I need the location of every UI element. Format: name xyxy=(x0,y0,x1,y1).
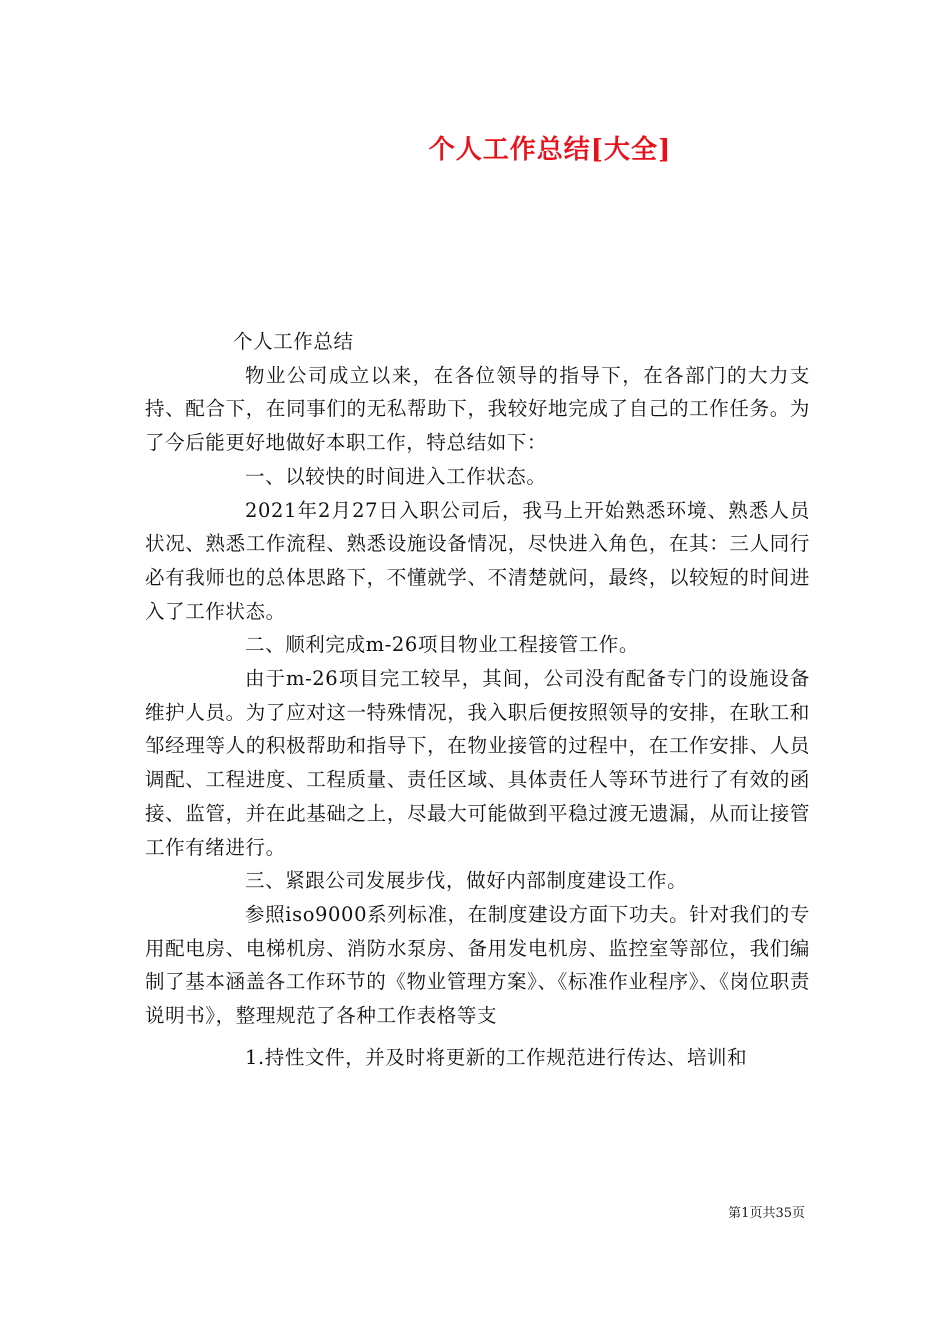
paragraph-section-1: 2021年2月27日入职公司后，我马上开始熟悉环境、熟悉人员状况、熟悉工作流程、熟悉设施设备情况，尽快进入角色，在其：三人同行必有我师也的总体思路下，不懂就学、不清楚就问，最终，以较短的时间进入了工作状态。 xyxy=(145,498,810,623)
section-heading-1: 一、以较快的时间进入工作状态。 xyxy=(245,464,547,488)
page-title xyxy=(0,133,950,167)
list-item: 1.持性文件，并及时将更新的工作规范进行传达、培训和 xyxy=(245,1045,748,1069)
paragraph-section-3: 参照iso9000系列标准，在制度建设方面下功夫。针对我们的专用配电房、电梯机房、消防水泵房、备用发电机房、监控室等部位，我们编制了基本涵盖各工作环节的《物业管理方案》、《标准作业程序》、《岗位职责说明书》，整理规范了各种工作表格等支 xyxy=(145,902,810,1028)
section-heading-3: 三、紧跟公司发展步伐，做好内部制度建设工作。 xyxy=(245,869,688,893)
document-subtitle: 个人工作总结 xyxy=(233,330,354,353)
paragraph-section-2: 由于m-26项目完工较早，其间，公司没有配备专门的设施设备维护人员。为了应对这一特殊情况，我入职后便按照领导的安排，在耿工和邹经理等人的积极帮助和指导下，在物业接管的过程中，在工作安排、人员调配、工程进度、工程质量、责任区域、具体责任人等环节进行了有效的函接、监管，并在此基础之上，尽最大可能做到平稳过渡无遗漏，从而让接管工作有绪进行。 xyxy=(145,667,810,859)
section-heading-2: 二、顺利完成m-26项目物业工程接管工作。 xyxy=(245,633,639,657)
page-number: 第1页共35页 xyxy=(728,1206,805,1221)
page-title-text: 个人工作总结[大全] xyxy=(428,135,672,165)
document-body xyxy=(145,325,810,1074)
paragraph-intro: 物业公司成立以来，在各位领导的指导下，在各部门的大力支持、配合下，在同事们的无私帮助下，我较好地完成了自己的工作任务。为了今后能更好地做好本职工作，特总结如下： xyxy=(145,363,810,455)
page-footer xyxy=(728,1205,805,1223)
